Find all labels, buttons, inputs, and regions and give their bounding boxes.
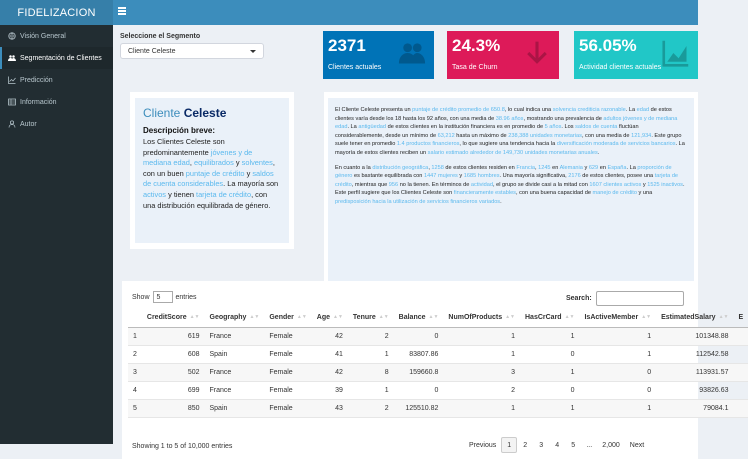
highlighted-text: manejo de crédito — [592, 190, 637, 197]
pagination-next[interactable]: Next — [629, 441, 645, 449]
table-cell: 42 — [312, 363, 348, 381]
entries-length-input[interactable]: 5 — [153, 291, 173, 303]
highlighted-text: diversificación moderada de servicios bancarios — [556, 141, 676, 148]
table-cell — [733, 363, 748, 381]
column-header[interactable]: Balance ▲▼ — [394, 309, 444, 327]
search-control — [566, 291, 684, 306]
table-cell: 125510.82 — [394, 399, 444, 417]
table-cell: 502 — [142, 363, 205, 381]
pagination-page[interactable]: 5 — [571, 441, 576, 449]
sort-icon: ▲▼ — [189, 314, 200, 321]
pagination-page: ... — [586, 441, 593, 449]
table-cell: Female — [269, 350, 293, 358]
column-header[interactable]: Gender ▲▼ — [264, 309, 311, 327]
sort-icon: ▲▼ — [718, 314, 729, 321]
highlighted-text: 63,212 — [437, 132, 455, 139]
info-text: , el grupo se divide casi a la mitad con — [492, 181, 590, 188]
description-subtitle: Descripción breve: — [143, 126, 216, 135]
pagination — [464, 437, 649, 453]
app-title: FIDELIZACION — [17, 6, 96, 19]
highlighted-text: 1447 mujeres — [423, 173, 458, 180]
main-content — [113, 25, 744, 450]
search-label: Search: — [566, 295, 592, 302]
table-cell: 113931.57 — [656, 363, 733, 381]
segment-title — [143, 106, 281, 120]
highlighted-text: salario estimado alrededor de 149,730 unidades monetarias anuales — [427, 149, 598, 156]
sidebar-item-label: Segmentación de Clientes — [20, 54, 102, 62]
table-cell: 608 — [187, 350, 200, 358]
table-cell: 43 — [312, 399, 348, 417]
highlighted-text: Francia — [516, 164, 535, 171]
highlighted-text: financieramente estables — [453, 190, 516, 197]
highlighted-text: distribución geográfica — [372, 164, 429, 171]
highlighted-text: España — [607, 164, 627, 171]
info-text: de estos clientes residen en — [443, 164, 517, 171]
info-text: no la tienen. En términos de — [398, 181, 471, 188]
pagination-page[interactable]: 3 — [539, 441, 544, 449]
table-cell — [733, 345, 748, 363]
info-text: . La — [625, 107, 637, 113]
highlighted-text: 629 — [588, 164, 599, 171]
info-text: en — [598, 164, 608, 171]
table-cell: 4 — [133, 386, 137, 394]
column-header[interactable]: Tenure ▲▼ — [348, 309, 394, 327]
pagination-previous[interactable]: Previous — [469, 441, 497, 449]
table-cell: 1 — [579, 399, 656, 417]
table-cell: Female — [264, 399, 311, 417]
column-header[interactable]: E — [733, 309, 748, 327]
sidebar-item-prediccion[interactable] — [0, 69, 113, 91]
sidebar-item-label: Predicción — [20, 76, 53, 84]
info-text: es bastante equilibrada con — [352, 173, 424, 180]
table-cell: 79084.1 — [656, 399, 733, 417]
highlighted-text: saldos de cuenta — [575, 124, 618, 131]
table-cell: 1 — [647, 350, 652, 358]
highlighted-text: 1607 clientes activos — [589, 181, 642, 188]
info-text: , lo cual indica una — [504, 107, 553, 113]
table-cell: 1 — [443, 327, 520, 345]
table-cell: 1 — [520, 327, 579, 345]
table-cell: Female — [264, 363, 311, 381]
info-text: y una — [636, 190, 653, 197]
table-cell: 42 — [312, 327, 348, 345]
info-text: . — [500, 198, 502, 205]
column-header[interactable]: EstimatedSalary ▲▼ — [656, 309, 733, 327]
info-text: , mientras que — [351, 181, 389, 188]
length-control — [132, 291, 197, 303]
highlighted-text: solvencia crediticia razonable — [552, 107, 626, 113]
column-header — [128, 309, 142, 327]
sidebar-item-label: Información — [20, 98, 57, 106]
info-text: de estos clientes varía desde los 18 hasta los 92 años, con una media de — [335, 107, 672, 122]
table-row[interactable] — [128, 381, 748, 399]
column-header[interactable]: NumOfProducts ▲▼ — [443, 309, 520, 327]
highlighted-text: 5 años — [544, 124, 562, 131]
info-text: El Cliente Celeste presenta un — [335, 107, 413, 113]
table-cell: 1 — [520, 363, 579, 381]
table-cell: 2 — [511, 386, 515, 394]
segment-label: Seleccione el Segmento — [120, 33, 201, 40]
area-chart-icon — [662, 39, 690, 67]
table-cell: 0 — [570, 386, 575, 394]
chevron-down-icon — [250, 50, 256, 53]
info-paragraph-2 — [335, 164, 687, 207]
kpi-value: 24.3% — [452, 36, 501, 55]
data-table-box — [122, 281, 744, 459]
info-text: . La — [626, 164, 638, 171]
highlighted-text: 1685 hombres — [463, 173, 500, 180]
segment-description-panel — [130, 92, 294, 249]
info-text: y — [457, 173, 464, 180]
kpi-label: Actividad clientes actuales — [579, 64, 662, 71]
table-icon — [7, 98, 16, 107]
table-row[interactable] — [128, 345, 748, 363]
info-text: , mostrando una prevalencia de — [523, 115, 604, 122]
users-icon — [398, 39, 426, 67]
column-header[interactable]: Geography ▲▼ — [205, 309, 265, 327]
segment-selected-value: Cliente Celeste — [128, 47, 176, 55]
table-cell: 0 — [570, 350, 575, 358]
kpi-tasa-churn — [447, 31, 559, 79]
highlighted-text: predisposición hacia la utilización de servicios financieros variados — [335, 198, 501, 205]
table-cell: 850 — [142, 399, 205, 417]
highlighted-text: 1525 inactivos — [647, 181, 683, 188]
highlighted-text: 1258 — [431, 164, 444, 171]
table-row[interactable] — [128, 363, 748, 381]
sort-icon: ▲▼ — [505, 314, 515, 321]
kpi-value: 56.05% — [579, 36, 637, 55]
sort-icon: ▲▼ — [296, 314, 307, 321]
table-cell: 39 — [335, 386, 343, 394]
info-text: y — [582, 164, 589, 171]
sort-icon: ▲▼ — [641, 314, 652, 321]
sidebar-item-label: Autor — [20, 120, 37, 128]
table-cell: 8 — [348, 363, 394, 381]
customers-table — [128, 309, 748, 418]
highlighted-text: 38.96 años — [495, 115, 524, 122]
table-cell: 1 — [443, 399, 520, 417]
sort-icon: ▲▼ — [564, 314, 575, 321]
show-label: Show — [132, 293, 150, 301]
search-input[interactable] — [596, 291, 684, 306]
highlighted-text: Alemania — [559, 164, 583, 171]
table-cell: Spain — [209, 350, 228, 358]
info-text: . La — [347, 124, 359, 131]
table-cell — [733, 327, 748, 345]
kpi-clientes-actuales — [323, 31, 434, 79]
sort-icon: ▲▼ — [378, 314, 389, 321]
table-cell: Spain — [205, 399, 265, 417]
table-cell: Female — [264, 327, 311, 345]
line-chart-icon — [7, 76, 16, 85]
highlighted-text: adultos jóvenes y de mediana edad — [335, 115, 678, 131]
globe-icon — [7, 32, 16, 41]
info-text: . Los — [561, 124, 576, 131]
info-text: . Este perfil sugiere que los Clientes Celeste son — [335, 181, 685, 197]
table-cell: 1 — [128, 327, 142, 345]
kpi-label: Tasa de Churn — [452, 64, 498, 71]
table-cell: 699 — [187, 386, 200, 394]
segment-title-name: Celeste — [183, 106, 227, 120]
column-header[interactable]: HasCrCard ▲▼ — [520, 309, 579, 327]
table-row[interactable] — [128, 399, 748, 417]
table-cell: 3 — [443, 363, 520, 381]
pagination-page[interactable]: 4 — [555, 441, 560, 449]
sort-icon: ▲▼ — [333, 314, 343, 321]
sidebar-item-autor[interactable] — [0, 113, 113, 135]
highlighted-text: puntaje de crédito promedio de 650.8 — [412, 107, 505, 113]
info-text: hasta un máximo de — [454, 132, 509, 139]
user-icon — [7, 120, 16, 129]
table-cell: 112542.58 — [695, 350, 729, 358]
table-cell: 1 — [520, 399, 579, 417]
table-cell: 159660.8 — [394, 363, 444, 381]
segment-title-prefix: Cliente — [143, 106, 181, 120]
table-cell: 0 — [647, 386, 652, 394]
info-text: , — [428, 164, 432, 171]
highlighted-text: 121,934 — [631, 132, 652, 139]
group-icon — [7, 54, 16, 63]
sort-icon: ▲▼ — [428, 314, 439, 321]
table-cell: 1 — [511, 350, 515, 358]
table-cell: France — [205, 327, 265, 345]
highlighted-text: actividad — [470, 181, 493, 188]
table-cell: 619 — [142, 327, 205, 345]
highlighted-text: 956 — [388, 181, 399, 188]
table-cell — [733, 399, 748, 417]
highlighted-text: 1245 — [538, 164, 551, 171]
info-text: , con una buena capacidad de — [515, 190, 593, 197]
highlighted-text: 2176 — [568, 173, 581, 180]
info-text: . — [597, 149, 600, 156]
pagination-page[interactable]: 2,000 — [602, 441, 620, 449]
sidebar-item-vision-general[interactable] — [0, 25, 113, 47]
table-cell: 2 — [348, 327, 394, 345]
info-text: , lo que sugiere una tendencia hacia la — [459, 141, 557, 148]
info-text: . La mayoría de estos clientes reciben un — [335, 141, 685, 156]
highlighted-text: antigüedad — [358, 124, 387, 131]
info-text: de estos clientes, posee una — [580, 173, 655, 180]
info-text: En cuanto a la — [335, 164, 373, 171]
table-header-row — [128, 309, 748, 327]
info-text: fluctúan considerablemente, desde un mínimo de — [335, 124, 639, 139]
info-paragraph-1 — [335, 106, 687, 158]
table-cell: 5 — [128, 399, 142, 417]
kpi-value: 2371 — [328, 36, 366, 55]
table-cell: 83807.86 — [409, 350, 439, 358]
table-row[interactable] — [128, 327, 748, 345]
table-cell: 1 — [384, 386, 389, 394]
segment-select[interactable] — [120, 43, 264, 59]
table-cell: 1 — [384, 350, 389, 358]
table-cell: 2 — [133, 350, 137, 358]
sidebar-item-informacion[interactable] — [0, 91, 113, 113]
sort-icon: ▲▼ — [249, 314, 260, 321]
pagination-page[interactable]: 1 — [501, 437, 517, 453]
table-cell: 41 — [335, 350, 343, 358]
info-text: . Una mayoría significativa, — [499, 173, 569, 180]
sidebar-item-label: Visión General — [20, 32, 66, 40]
table-cell: 0 — [434, 386, 439, 394]
pagination-page[interactable]: 2 — [523, 441, 528, 449]
app-logo[interactable] — [0, 0, 113, 25]
info-text: , — [534, 164, 539, 171]
highlighted-text: 238,388 unidades monetarias — [508, 132, 582, 139]
column-header[interactable]: IsActiveMember ▲▼ — [579, 309, 656, 327]
table-cell: 1 — [579, 327, 656, 345]
kpi-actividad — [574, 31, 698, 79]
description-text: Los Clientes Celeste son predominantemente jóvenes y de mediana edad, equilibrados y solventes, con un buen puntaje de crédito y saldos de cuenta considerables. La mayoría son activos y tienen tarjeta de crédito, con una distribución equilibrada de género. — [143, 137, 279, 210]
table-cell: 3 — [128, 363, 142, 381]
info-text: y — [641, 181, 648, 188]
sidebar-toggle-icon[interactable] — [118, 7, 126, 15]
table-cell: France — [205, 363, 265, 381]
table-cell: 101348.88 — [656, 327, 733, 345]
kpi-label: Clientes actuales — [328, 64, 382, 71]
sidebar — [0, 25, 113, 444]
table-cell: 0 — [579, 363, 656, 381]
highlighted-text: tarjeta de crédito — [335, 173, 679, 188]
table-cell — [733, 381, 748, 399]
entries-label: entries — [175, 293, 197, 301]
highlighted-text: edad — [636, 107, 650, 113]
top-navbar — [113, 0, 698, 25]
segment-info-panel — [324, 92, 698, 292]
column-header[interactable]: CreditScore ▲▼ — [142, 309, 205, 327]
arrow-down-icon — [523, 39, 551, 67]
sidebar-item-segmentacion[interactable] — [0, 47, 113, 69]
info-text: , con una media de — [581, 132, 632, 139]
table-cell: 93826.63 — [699, 386, 729, 394]
table-cell: 2 — [348, 399, 394, 417]
table-cell: 0 — [394, 327, 444, 345]
highlighted-text: proporción de género — [335, 164, 672, 180]
column-header[interactable]: Age ▲▼ — [312, 309, 348, 327]
info-text: en — [550, 164, 560, 171]
highlighted-text: 1.4 productos financieros — [396, 141, 460, 148]
info-text: de estos clientes en la institución financiera es en promedio de — [386, 124, 545, 131]
table-cell: Female — [269, 386, 293, 394]
table-info: Showing 1 to 5 of 10,000 entries — [132, 443, 233, 450]
table-cell: France — [209, 386, 232, 394]
info-text: . Este grupo suele tener en promedio — [335, 132, 682, 148]
